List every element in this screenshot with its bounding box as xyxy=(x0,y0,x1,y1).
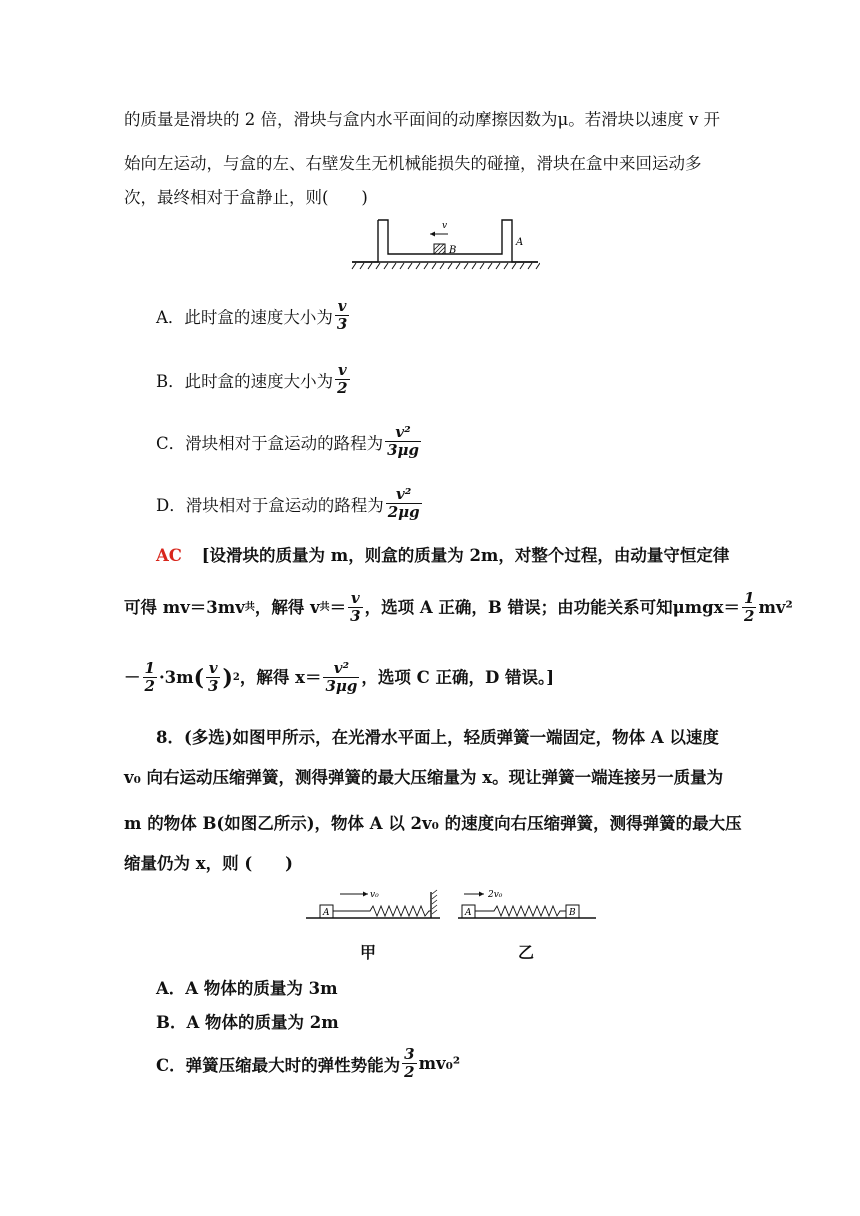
caption-jia: 甲 xyxy=(360,943,377,962)
frac-1-over-2: $\frac{1}{2}$ xyxy=(744,589,755,625)
label-v0: v₀ xyxy=(370,890,379,900)
option-d-label: D．滑块相对于盒运动的路程为 xyxy=(156,495,384,515)
question8-line1: 8．(多选)如图甲所示，在光滑水平面上，轻质弹簧一端固定，物体 A 以速度 xyxy=(156,728,719,747)
block-a-yi: A xyxy=(465,908,472,918)
q8-option-c[interactable] xyxy=(156,1046,460,1081)
frac-1-over-2b: $\frac{1}{2}$ xyxy=(144,659,155,695)
caption-yi: 乙 xyxy=(518,943,535,962)
option-c-fraction: $\frac{\text{v²}}{3\mu g}$ xyxy=(387,423,420,459)
option-a-fraction: $\frac{v}{3}$ xyxy=(336,297,348,333)
q8-option-c-fraction: $\frac{3}{2}$ xyxy=(404,1045,415,1081)
answer-line2: 可得 mv＝3mv 共 ，解得 v 共 ＝ $\frac{v}{3}$ ，选项 A 正确，B 错误；由功能关系可知μmgx＝ $\frac{1}{2}$ mv² xyxy=(124,589,793,625)
spring-figure-jia xyxy=(300,884,450,926)
option-a-label: A．此时盒的速度大小为 xyxy=(156,307,333,327)
q8-option-c-label: C．弹簧压缩最大时的弹性势能为 xyxy=(156,1055,401,1075)
option-d-fraction: $\frac{\text{v²}}{2\mu g}$ xyxy=(387,485,420,521)
answer-line1: AC [设滑块的质量为 m，则盒的质量为 2m，对整个过程，由动量守恒定律 xyxy=(156,546,730,565)
frac-v-over-3b: $\frac{v}{3}$ xyxy=(208,659,219,695)
label-2v0: 2v₀ xyxy=(488,890,503,900)
option-b-label: B．此时盒的速度大小为 xyxy=(156,371,334,391)
answer-line3: － $\frac{1}{2}$ ·3m ( $\frac{v}{3}$ ) 2 ，解得 x＝ $\frac{\text{v²}}{3\mu g}$ ，选项 C 正确，D 错误。] xyxy=(124,659,555,695)
label-a: A xyxy=(516,237,524,248)
q8-option-c-tail: mv₀² xyxy=(418,1054,461,1073)
question7-text-line3: 次，最终相对于盒静止，则( ) xyxy=(124,188,368,207)
label-v: v xyxy=(442,221,448,231)
velocity-arrow xyxy=(430,232,448,237)
option-b[interactable] xyxy=(156,362,352,397)
q8-option-a[interactable]: A．A 物体的质量为 3m xyxy=(156,979,338,998)
question7-text-line2: 始向左运动，与盒的左、右壁发生无机械能损失的碰撞，滑块在盒中来回运动多 xyxy=(124,154,702,173)
option-a[interactable] xyxy=(156,298,351,333)
q8-option-b[interactable]: B．A 物体的质量为 2m xyxy=(156,1013,339,1032)
question8-line3: m 的物体 B(如图乙所示)，物体 A 以 2v₀ 的速度向右压缩弹簧，测得弹簧的最大压 xyxy=(124,814,742,833)
slider-block xyxy=(434,244,445,254)
option-c-label: C．滑块相对于盒运动的路程为 xyxy=(156,433,384,453)
frac-v2-over-3ug: $\frac{\text{v²}}{3\mu g}$ xyxy=(325,659,358,695)
answer-key: AC xyxy=(156,546,182,565)
spring-figure-yi xyxy=(454,884,600,926)
question7-text-line1: 的质量是滑块的 2 倍，滑块与盒内水平面间的动摩擦因数为μ。若滑块以速度 v 开 xyxy=(124,110,721,129)
block-a-jia: A xyxy=(323,908,330,918)
option-c[interactable] xyxy=(156,424,423,459)
frac-v-over-3: $\frac{v}{3}$ xyxy=(350,589,361,625)
option-d[interactable] xyxy=(156,486,424,521)
option-b-fraction: $\frac{v}{2}$ xyxy=(337,361,348,397)
question8-line4: 缩量仍为 x，则 ( ) xyxy=(124,854,293,873)
block-b-yi: B xyxy=(569,908,576,918)
question8-line2: v₀ 向右运动压缩弹簧，测得弹簧的最大压缩量为 x。现让弹簧一端连接另一质量为 xyxy=(124,768,724,787)
box-slider-figure xyxy=(350,212,540,272)
label-b: B xyxy=(449,245,457,256)
